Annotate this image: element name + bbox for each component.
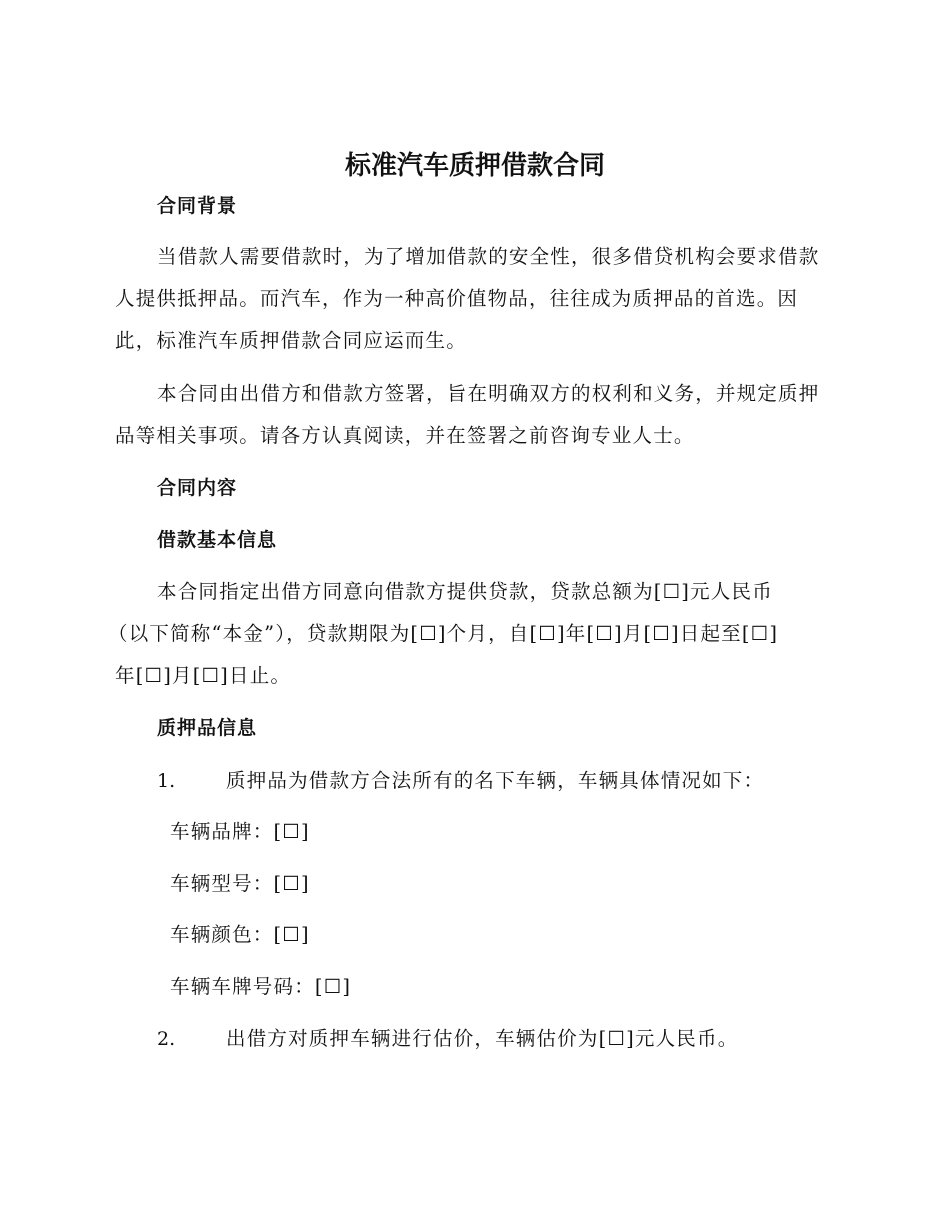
list-number-1: 1. [157, 770, 176, 792]
list-item-2-text: 出借方对质押车辆进行估价，车辆估价为[☐]元人民币。 [226, 1027, 739, 1050]
section-heading-content: 合同内容 [157, 477, 238, 499]
loan-info-line-1: 本合同指定出借方同意向借款方提供贷款，贷款总额为[☐]元人民币 [157, 580, 773, 603]
vehicle-plate-line: 车辆车牌号码：[☐] [170, 975, 352, 998]
document-title: 标准汽车质押借款合同 [344, 151, 605, 181]
vehicle-brand-line: 车辆品牌：[☐] [170, 820, 310, 843]
loan-info-line-3: 年[☐]月[☐]日止。 [115, 664, 292, 687]
section-heading-loan: 借款基本信息 [157, 529, 278, 551]
background-paragraph-2: 本合同由出借方和借款方签署，旨在明确双方的权利和义务，并规定质押品等相关事项。请各方认真阅读，并在签署之前咨询专业人士。 [115, 382, 820, 447]
list-number-2: 2. [157, 1028, 176, 1050]
loan-info-line-2: （以下简称“本金”），贷款期限为[☐]个月，自[☐]年[☐]月[☐]日起至[☐] [108, 622, 779, 645]
section-heading-background: 合同背景 [157, 195, 238, 217]
vehicle-color-line: 车辆颜色：[☐] [170, 923, 310, 946]
list-item-1-text: 质押品为借款方合法所有的名下车辆，车辆具体情况如下： [226, 769, 765, 792]
vehicle-model-line: 车辆型号：[☐] [170, 872, 310, 895]
section-heading-collateral: 质押品信息 [157, 717, 258, 739]
background-paragraph-1: 当借款人需要借款时，为了增加借款的安全性，很多借贷机构会要求借款人提供抵押品。而汽车，作为一种高价值物品，往往成为质押品的首选。因此，标准汽车质押借款合同应运而生。 [115, 245, 820, 352]
